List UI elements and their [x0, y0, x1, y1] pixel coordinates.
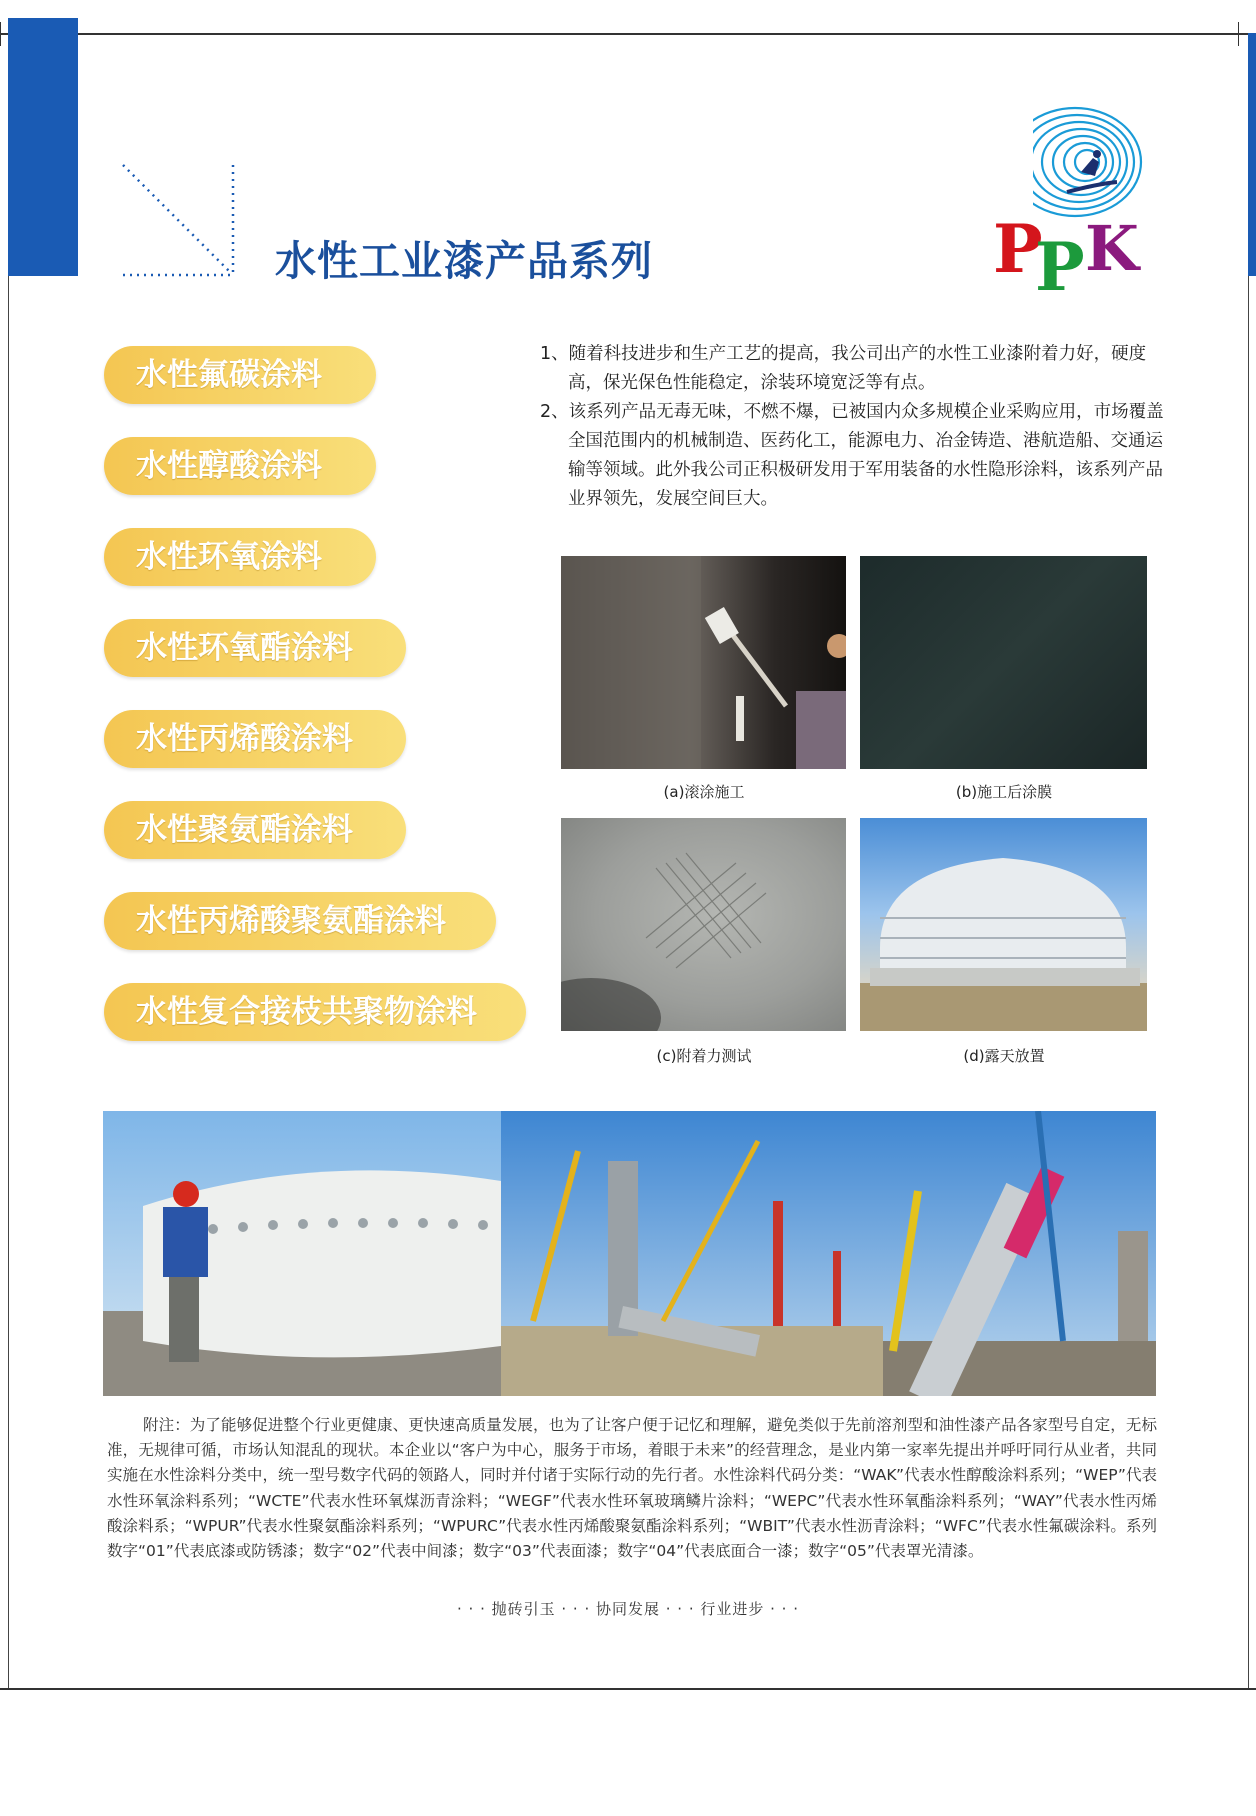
product-pill: 水性环氧涂料 — [104, 528, 376, 586]
product-pill: 水性氟碳涂料 — [104, 346, 376, 404]
intro-paragraph: 2、该系列产品无毒无味，不燃不爆，已被国内众多规模企业采购应用，市场覆盖全国范围内的机械制造、医药化工，能源电力、冶金铸造、港航造船、交通运输等领域。此外我公司正积极研发用于军用装备的水性隐形涂料，该系列产品业界领先，发展空间巨大。 — [540, 402, 1164, 509]
caption-a: (a)滚涂施工 — [663, 783, 745, 801]
crop-mark — [1238, 22, 1239, 46]
footnote-text: 附注：为了能够促进整个行业更健康、更快速高质量发展，也为了让客户便于记忆和理解，避免类似于先前溶剂型和油性漆产品各家型号自定，无标准，无规律可循，市场认知混乱的现状。本企业以“客户为中心，服务于市场，着眼于未来”的经营理念，是业内第一家率先提出并呼吁同行从业者，共同实施在水性涂料分类中，统一型号数字代码的领路人，同时并付诸于实际行动的先行者。水性涂料代码分类：“WAK”代表水性醇酸涂料系列；“WEP”代表水性环氧涂料系列；“WCTE”代表水性环氧煤沥青涂料；“WEGF”代表水性环氧玻璃鳞片涂料；“WEPC”代表水性环氧酯涂料系列；“WAY”代表水性丙烯酸涂料系；“WPUR”代表水性聚氨酯涂料系列；“WPURC”代表水性丙烯酸聚氨酯涂料系列；“WBIT”代表水性沥青涂料；“WFC”代表水性氟碳涂料。系列数字“01”代表底漆或防锈漆；数字“02”代表中间漆；数字“03”代表面漆；数字“04”代表底面合一漆；数字“05”代表罩光清漆。 — [107, 1416, 1157, 1561]
product-pill: 水性丙烯酸聚氨酯涂料 — [104, 892, 496, 950]
photo-adhesion-test — [561, 818, 846, 1031]
photo-roller-painting — [561, 556, 846, 769]
product-pill: 水性环氧酯涂料 — [104, 619, 406, 677]
caption-b: (b)施工后涂膜 — [955, 783, 1053, 801]
frame-top-line — [0, 33, 1256, 35]
product-pill: 水性丙烯酸涂料 — [104, 710, 406, 768]
frame-left-line — [8, 33, 9, 1688]
page-title: 水性工业漆产品系列 — [275, 237, 653, 285]
logo-letter-k: K — [1085, 212, 1139, 285]
caption-d: (d)露天放置 — [963, 1047, 1045, 1065]
logo-letter-p1: P — [993, 210, 1043, 288]
blue-accent-bar — [8, 18, 78, 276]
ppk-logo — [985, 100, 1165, 300]
construction-photo-strip — [103, 1111, 1156, 1396]
photo-coating-film — [860, 556, 1147, 769]
slogan: · · · 抛砖引玉 · · · 协同发展 · · · 行业进步 · · · — [457, 1600, 799, 1618]
product-pill: 水性聚氨酯涂料 — [104, 801, 406, 859]
product-pill: 水性醇酸涂料 — [104, 437, 376, 495]
intro-paragraph: 1、随着科技进步和生产工艺的提高，我公司出产的水性工业漆附着力好，硬度高，保光保色性能稳定，涂装环境宽泛等有点。 — [540, 344, 1147, 393]
caption-c: (c)附着力测试 — [656, 1047, 752, 1065]
product-pill: 水性复合接枝共聚物涂料 — [104, 983, 526, 1041]
dotted-arrow-icon — [118, 160, 248, 280]
ppk-logo-icon — [985, 100, 1165, 300]
crop-mark — [0, 22, 1, 46]
intro-text — [540, 340, 1180, 514]
logo-letter-p2: P — [1035, 228, 1085, 300]
frame-right-line — [1248, 33, 1249, 1688]
frame-bottom-line — [0, 1688, 1256, 1690]
blue-edge-bar — [1248, 33, 1256, 276]
photo-outdoor-tank — [860, 818, 1147, 1031]
